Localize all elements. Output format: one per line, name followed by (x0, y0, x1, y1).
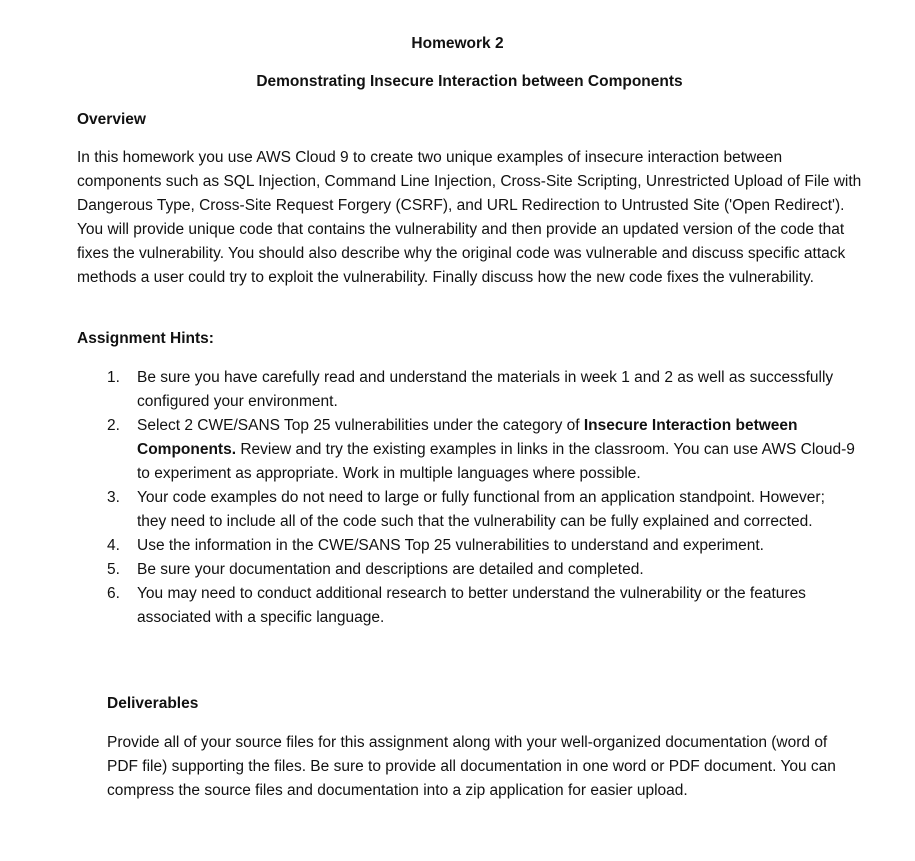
list-item (107, 534, 857, 558)
list-item-number: 4. (107, 537, 120, 554)
list-item-number: 6. (107, 585, 120, 602)
list-item (107, 486, 857, 534)
list-item-text-bold: Insecure Interaction between Components. (137, 417, 798, 458)
overview-heading: Overview (77, 111, 146, 128)
list-item-text: Be sure you have carefully read and understand the materials in week 1 and 2 as well as successfully configured your environment. (137, 369, 834, 410)
list-item-text-before: Select 2 CWE/SANS Top 25 vulnerabilities under the category of (137, 417, 584, 434)
list-item (107, 582, 857, 630)
assignment-hints-heading: Assignment Hints: (77, 330, 214, 347)
document-title: Homework 2 (411, 35, 504, 52)
list-item-number: 5. (107, 561, 120, 578)
list-item-text-after: Review and try the existing examples in links in the classroom. You can use AWS Cloud-9 to experiment as appropriate. Work in multiple languages where possible. (137, 441, 855, 482)
list-item-text: Your code examples do not need to large or fully functional from an application standpoint. However; they need to include all of the code such that the vulnerability can be fully explained and corrected. (137, 489, 825, 530)
list-item (107, 366, 857, 414)
deliverables-heading: Deliverables (107, 695, 199, 712)
list-item-text: Use the information in the CWE/SANS Top 25 vulnerabilities to understand and experiment. (137, 537, 764, 554)
list-item-text: Be sure your documentation and descriptions are detailed and completed. (137, 561, 644, 578)
list-item (107, 414, 857, 486)
list-item-number: 1. (107, 369, 120, 386)
list-item-number: 2. (107, 417, 120, 434)
assignment-hints-list (107, 366, 857, 630)
list-item-text: You may need to conduct additional research to better understand the vulnerability or the features associated with a specific language. (137, 585, 806, 626)
deliverables-paragraph: Provide all of your source files for this assignment along with your well-organized documentation (word of PDF file) supporting the files. Be sure to provide all documentation in one word or PDF document. You can compress the source files and documentation into a zip application for easier upload. (107, 734, 836, 799)
list-item-number: 3. (107, 489, 120, 506)
list-item-text (137, 417, 855, 482)
document-subtitle: Demonstrating Insecure Interaction between Components (256, 73, 683, 90)
list-item (107, 558, 857, 582)
overview-paragraph: In this homework you use AWS Cloud 9 to create two unique examples of insecure interaction between components such as SQL Injection, Command Line Injection, Cross-Site Scripting, Unrestricted Upload of File with Dangerous Type, Cross-Site Request Forgery (CSRF), and URL Redirection to Untrusted Site ('Open Redirect'). You will provide unique code that contains the vulnerability and then provide an updated version of the code that fixes the vulnerability. You should also describe why the original code was vulnerable and discuss specific attack methods a user could try to exploit the vulnerability. Finally discuss how the new code fixes the vulnerability. (77, 149, 862, 286)
